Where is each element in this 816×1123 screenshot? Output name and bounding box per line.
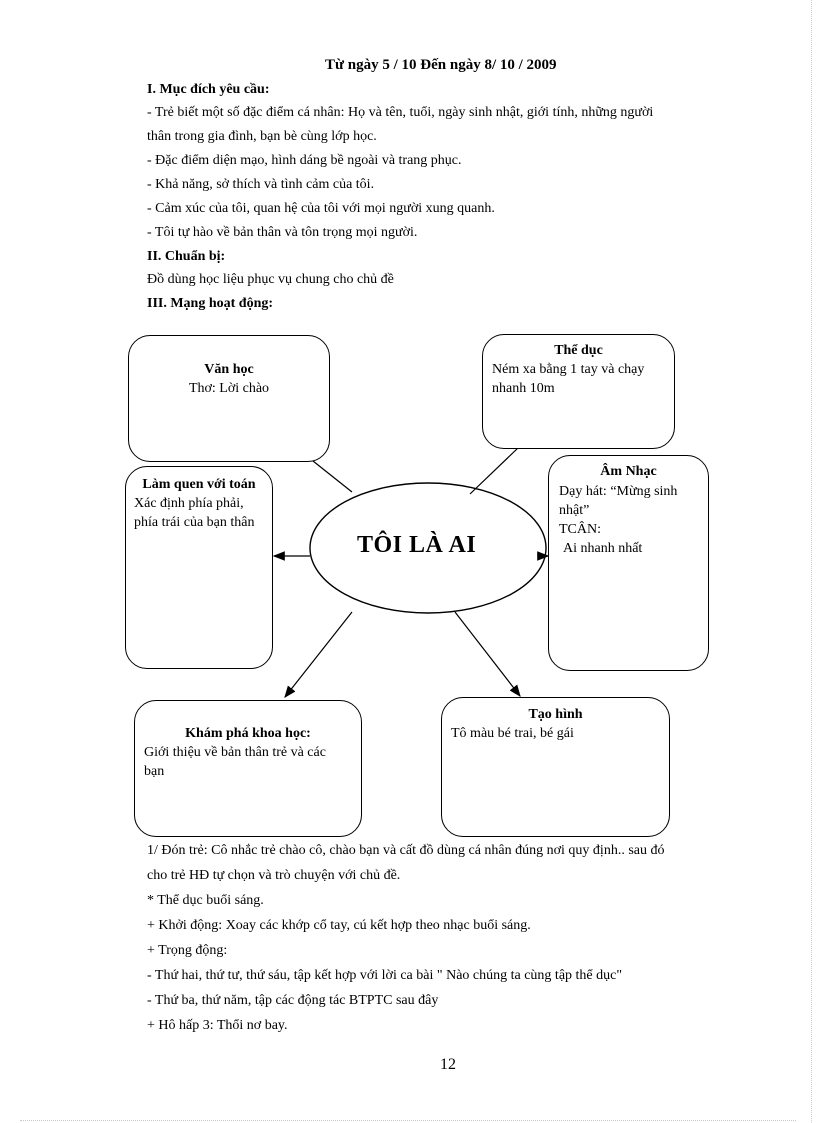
box-van-hoc [128, 335, 330, 462]
connector-van-hoc [313, 461, 352, 492]
box-am-nhac [548, 455, 709, 671]
box-title: Âm Nhạc [600, 464, 657, 479]
activity-line: * Thể dục buổi sáng. [147, 893, 264, 908]
page-border-right [811, 0, 812, 1123]
box-body: Xác định phía phải, phía trái của bạn thân [134, 496, 255, 530]
section-1-line: - Khả năng, sở thích và tình cảm của tôi. [147, 177, 375, 192]
activity-line: 1/ Đón trẻ: Cô nhắc trẻ chào cô, chào bạn và cất đồ dùng cá nhân đúng nơi quy định.. sau đó [147, 843, 665, 858]
box-title: Khám phá khoa học: [185, 726, 311, 741]
box-kham-pha [134, 700, 362, 837]
activity-line: + Trọng động: [147, 943, 228, 958]
box-body: TCÂN: [559, 522, 601, 537]
activity-line: cho trẻ HĐ tự chọn và trò chuyện với chủ đề. [147, 868, 401, 883]
box-the-duc [482, 334, 675, 449]
center-topic: TÔI LÀ AI [357, 532, 477, 558]
section-1-line: - Trẻ biết một số đặc điểm cá nhân: Họ và tên, tuổi, ngày sinh nhật, giới tính, những người [147, 105, 654, 120]
page-border-bottom [20, 1120, 796, 1121]
section-2-line: Đồ dùng học liệu phục vụ chung cho chủ đề [147, 272, 394, 287]
box-toan [125, 466, 273, 669]
section-1-line: - Đặc điểm diện mạo, hình dáng bề ngoài và trang phục. [147, 153, 462, 168]
arrow-to-kham-pha [285, 612, 352, 697]
arrow-to-tao-hinh [455, 612, 520, 696]
box-body: Thơ: Lời chào [188, 381, 270, 396]
section-2-title: II. Chuẩn bị: [147, 249, 226, 264]
section-1-line: - Tôi tự hào về bản thân và tôn trọng mọi người. [147, 225, 418, 240]
section-1-title: I. Mục đích yêu cầu: [147, 82, 270, 97]
section-3-title: III. Mạng hoạt động: [147, 296, 274, 311]
box-tao-hinh [441, 697, 670, 837]
box-body: Tô màu bé trai, bé gái [451, 726, 574, 741]
activity-line: - Thứ ba, thứ năm, tập các động tác BTPTC sau đây [147, 993, 439, 1008]
activity-line: + Hô hấp 3: Thổi nơ bay. [147, 1018, 288, 1033]
date-range-header: Từ ngày 5 / 10 Đến ngày 8/ 10 / 2009 [325, 57, 557, 73]
connector-the-duc [470, 448, 518, 494]
box-body: Giới thiệu về bản thân trẻ và các bạn [144, 745, 326, 779]
box-title: Tạo hình [528, 707, 583, 722]
box-title: Văn học [204, 362, 254, 377]
section-1-line: thân trong gia đình, bạn bè cùng lớp học. [147, 129, 377, 144]
box-body: Dạy hát: “Mừng sinh nhật” [559, 484, 678, 518]
box-body: Ai nhanh nhất [563, 541, 643, 556]
box-title: Làm quen với toán [142, 477, 256, 492]
box-body: Ném xa bằng 1 tay và chạy nhanh 10m [492, 362, 645, 396]
box-title: Thể dục [554, 343, 603, 358]
page-number: 12 [440, 1056, 456, 1073]
activity-line: - Thứ hai, thứ tư, thứ sáu, tập kết hợp với lời ca bài " Nào chúng ta cùng tập thể dục" [147, 968, 623, 983]
section-1-line: - Cảm xúc của tôi, quan hệ của tôi với mọi người xung quanh. [147, 201, 495, 216]
activity-line: + Khởi động: Xoay các khớp cổ tay, cú kết hợp theo nhạc buổi sáng. [147, 918, 531, 933]
